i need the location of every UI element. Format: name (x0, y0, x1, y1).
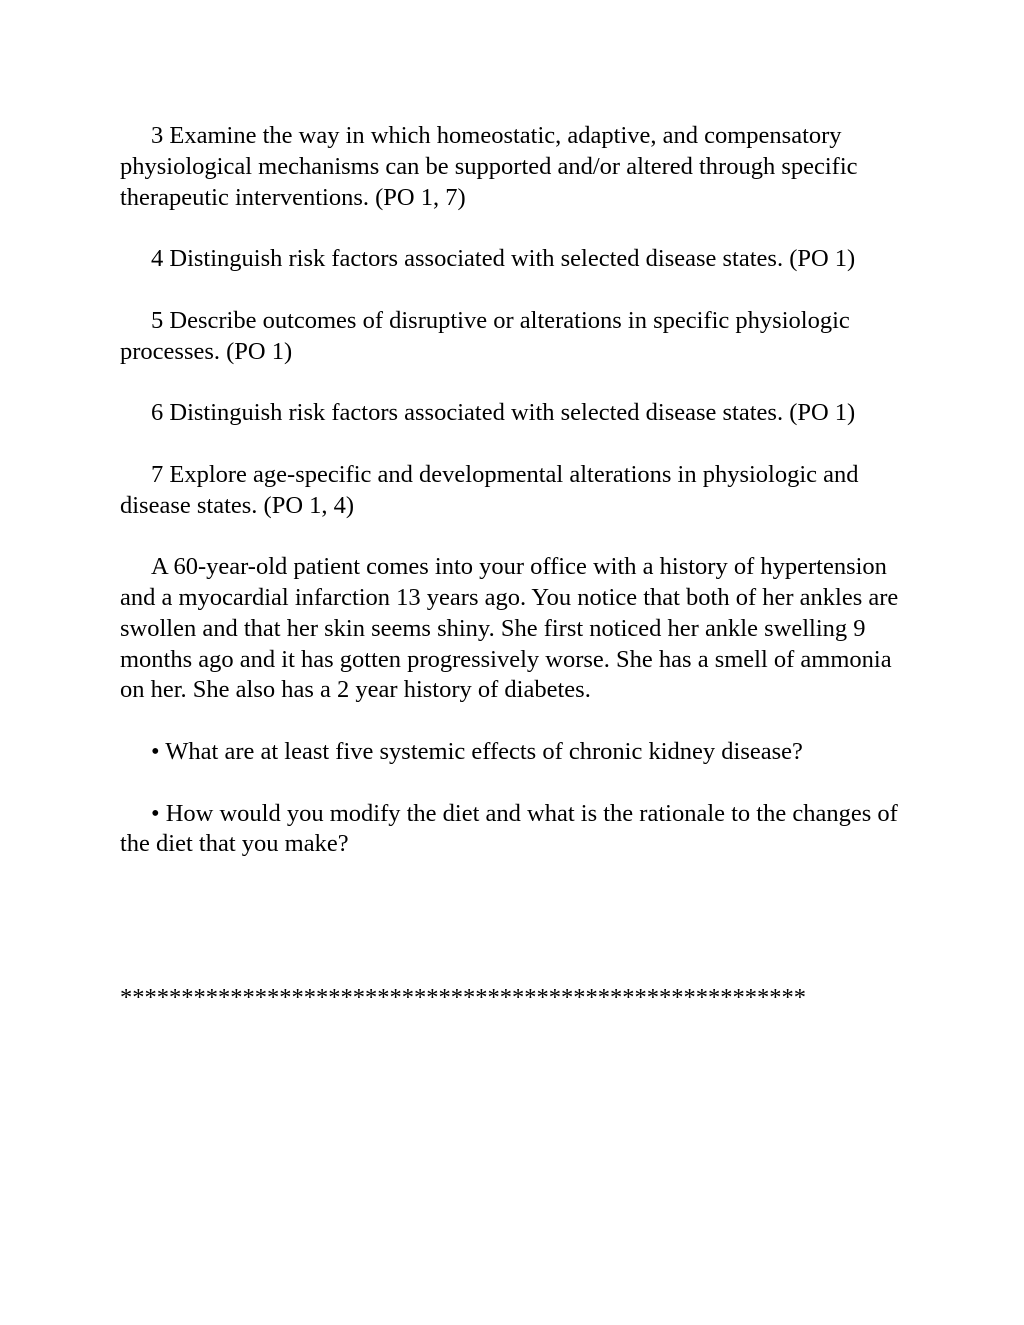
asterisk-separator: ******************************************************** (120, 983, 806, 1011)
case-scenario: A 60-year-old patient comes into your office with a history of hypertension and a myocardial infarction 13 years ago. You notice that both of her ankles are swollen and that her skin seems shiny. She first noticed her ankle swelling 9 months ago and it has gotten progressively worse. She has a smell of ammonia on her. She also has a 2 year history of diabetes. (120, 553, 899, 704)
question-2: • How would you modify the diet and what is the rationale to the changes of the diet that you make? (120, 799, 898, 858)
question-1: • What are at least five systemic effects of chronic kidney disease? (151, 737, 803, 765)
objective-3: 3 Examine the way in which homeostatic, adaptive, and compensatory physiological mechanisms can be supported and/or altered through specific therapeutic interventions. (PO 1, 7) (120, 122, 858, 211)
objective-6: 6 Distinguish risk factors associated with selected disease states. (PO 1) (151, 399, 856, 427)
objective-4: 4 Distinguish risk factors associated with selected disease states. (PO 1) (151, 245, 856, 273)
objective-7: 7 Explore age-specific and developmental alterations in physiologic and disease states. (PO 1, 4) (120, 460, 859, 519)
objective-5: 5 Describe outcomes of disruptive or alterations in specific physiologic processes. (PO 1) (120, 306, 850, 365)
document-page (120, 121, 910, 1014)
blank-space (120, 891, 910, 983)
